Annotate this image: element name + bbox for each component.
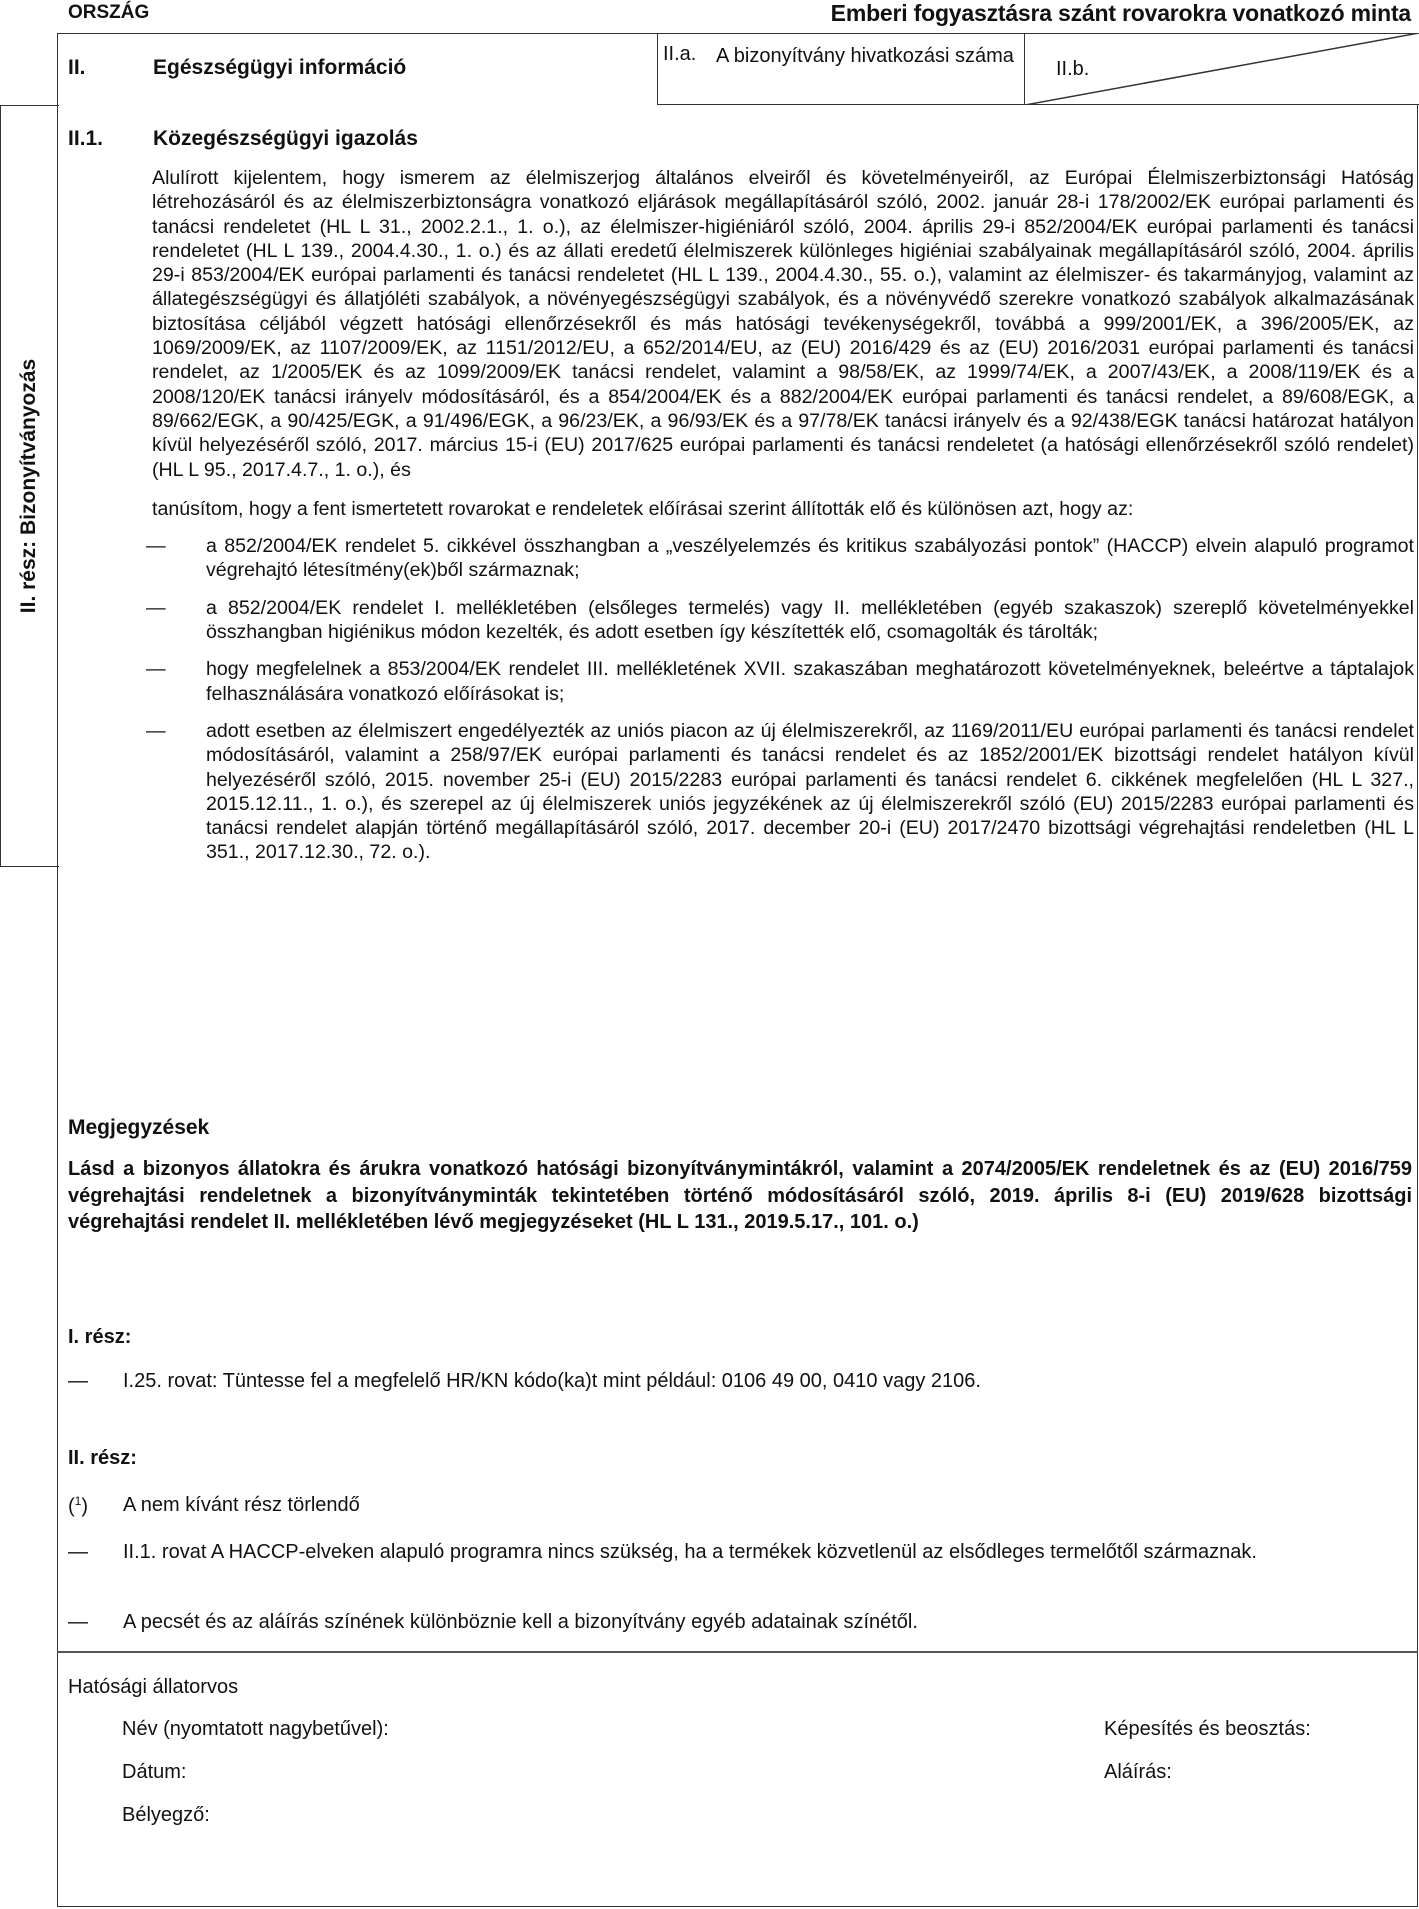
part1-note-text: I.25. rovat: Tüntesse fel a megfelelő HR/KN kódo(ka)t mint például: 0106 49 00, 0410 vagy 2106. [123, 1370, 981, 1392]
date-field-label: Dátum: [122, 1761, 187, 1783]
part1-note [68, 1370, 981, 1393]
name-field-label: Név (nyomtatott nagybetűvel): [122, 1718, 389, 1740]
bullet-dash: — [68, 1370, 88, 1392]
cell-iib-code: II.b. [1056, 58, 1090, 80]
list-item [146, 596, 1414, 645]
reference-number-code: II.a. [663, 43, 697, 65]
part2-note-text: II.1. rovat A HACCP-elveken alapuló programra nincs szükség, ha a termékek közvetlenül az elsődleges termelőtől származnak. [123, 1541, 1257, 1563]
strike-diagonal [1025, 33, 1419, 105]
bullet-dash: — [146, 596, 166, 619]
subsection-title: Közegészségügyi igazolás [153, 127, 418, 150]
part1-heading: I. rész: [68, 1326, 132, 1348]
footnote-number: 1 [74, 1494, 82, 1508]
section-title: Egészségügyi információ [153, 56, 407, 79]
list-item-text: hogy megfelelnek a 853/2004/EK rendelet III. mellékletének XVII. szakaszában meghatározott követelményeknek, beleértve a táptalajok felhasználására vonatkozó előírásokat is; [206, 658, 1414, 705]
qualification-field-label: Képesítés és beosztás: [1104, 1718, 1311, 1740]
part2-heading: II. rész: [68, 1447, 137, 1469]
part2-note-text: A pecsét és az aláírás színének különböznie kell a bizonyítvány egyéb adatainak színétől. [123, 1611, 918, 1633]
sidebar-label: II. rész: Bizonyítványozás [17, 358, 40, 614]
notes-body: Lásd a bizonyos állatokra és árukra vonatkozó hatósági bizonyítványmintákról, valamint a 2074/2005/EK rendeletnek és az (EU) 2016/759 végrehajtási rendeletnek a bizonyítványminták tekintetében történő módosításáról szóló, 2019. április 8-i (EU) 2019/628 bizottsági végrehajtási rendelet II. mellékletében lévő megjegyzéseket (HL L 131., 2019.5.17., 101. o.) [68, 1158, 1412, 1233]
list-item [146, 657, 1414, 706]
bullet-dash: — [146, 535, 166, 558]
list-item-text: adott esetben az élelmiszert engedélyezték az uniós piacon az új élelmiszerekről, az 1169/2011/EU európai parlamenti és tanácsi rendelet módosításáról, valamint a 258/97/EK európai parlamenti és tanácsi rendelet és az 1852/2001/EK bizottsági rendelet hatályon kívül helyezéséről szóló, 2015. november 25-i (EU) 2015/2283 európai parlamenti és tanácsi rendelet 6. cikkének megfelelően (HL L 327., 2015.12.11., 1. o.), és szerepel az új élelmiszerek uniós jegyzékének az új élelmiszerekről szóló (EU) 2015/2283 európai parlamenti és tanácsi rendelet alapján történő megállapításáról szóló, 2017. december 20-i (EU) 2017/2470 bizottsági végrehajtási rendeletben (HL L 351., 2017.12.30., 72. o.). [206, 719, 1414, 864]
part2-note [68, 1611, 918, 1634]
signature-field-label: Aláírás: [1104, 1761, 1172, 1783]
list-item [146, 719, 1414, 865]
stamp-field-label: Bélyegző: [122, 1804, 210, 1826]
footnote-open: ( [68, 1495, 75, 1518]
bullet-dash: — [68, 1611, 88, 1633]
list-item-text: a 852/2004/EK rendelet I. mellékletében (elsőleges termelés) vagy II. mellékletében (egyéb szakaszok) szereplő követelményekkel összhangban higiénikus módon kezelték, és adott esetben így készítették elő, csomagolták és tárolták; [206, 596, 1414, 644]
official-vet-heading: Hatósági állatorvos [68, 1676, 239, 1698]
bullet-dash: — [68, 1541, 88, 1563]
document-title: Emberi fogyasztásra szánt rovarokra vonatkozó minta [830, 0, 1411, 26]
attestation-paragraph: Alulírott kijelentem, hogy ismerem az élelmiszerjog általános elveiről és követelményeiről, az Európai Élelmiszerbiztonsági Hatóság létrehozásáról és az élelmiszerbiztonságra vonatkozó eljárások megállapításáról szóló, 2002. január 28-i 178/2002/EK európai parlamenti és tanácsi rendeletet (HL L 31., 2002.2.1., 1. o.), az élelmiszer-higiéniáról szóló, 2004. április 29-i 852/2004/EK európai parlamenti és tanácsi rendeletet (HL L 139., 2004.4.30., 1. o.) és az állati eredetű élelmiszerek különleges higiéniai szabályainak megállapításáról szóló, 2004. április 29-i 853/2004/EK európai parlamenti és tanácsi rendeletet (HL L 139., 2004.4.30., 55. o.), valamint az élelmiszer- és takarmányjog, valamint az állategészségügyi és állatjóléti szabályok, a növényegészségügyi szabályok, és a növényvédő szerekre vonatkozó szabályok alkalmazásának biztosítása céljából végzett hatósági ellenőrzésekről és más hatósági tevékenységekről, továbbá a 999/2001/EK, a 396/2005/EK, az 1069/2009/EK, az 1107/2009/EK, az 1151/2012/EU, a 652/2014/EU, az (EU) 2016/429 és az (EU) 2016/2031 európai parlamenti és tanácsi rendelet, az 1/2005/EK és az 1099/2009/EK tanácsi rendelet, valamint a 98/58/EK, az 1999/74/EK, a 2007/43/EK, a 2008/119/EK és a 2008/120/EK tanácsi irányelv módosításáról, és a 854/2004/EK és a 882/2004/EK európai parlamenti és tanácsi rendelet, a 89/608/EGK, a 89/662/EGK, a 90/425/EGK, a 91/496/EGK, a 96/23/EK, a 96/93/EK és a 97/78/EK tanácsi irányelv és a 92/438/EGK tanácsi határozat hatályon kívül helyezéséről szóló, 2017. március 15-i (EU) 2017/625 európai parlamenti és tanácsi rendeletet (a hatósági ellenőrzésekről szóló rendelet) (HL L 95., 2017.4.7., 1. o.), és [152, 167, 1414, 481]
attestation-body [146, 166, 1414, 865]
list-item-text: a 852/2004/EK rendelet 5. cikkével összhangban a „veszélyelemzés és kritikus szabályozási pontok” (HACCP) elvein alapuló programot végrehajtó létesítmény(ek)ből származnak; [206, 535, 1414, 582]
footnote-text: A nem kívánt rész törlendő [123, 1494, 360, 1516]
country-label: ORSZÁG [68, 2, 150, 23]
part2-note [68, 1540, 1412, 1564]
notes-heading: Megjegyzések [68, 1116, 210, 1139]
footnote-close: ) [81, 1495, 89, 1518]
list-item [146, 534, 1414, 583]
footnote [68, 1494, 360, 1519]
section-number: II. [68, 56, 86, 79]
bullet-dash: — [146, 719, 166, 742]
signature-divider [57, 1651, 1418, 1653]
footnote-marker [68, 1494, 123, 1519]
bullet-dash: — [146, 658, 166, 681]
attestation-intro: tanúsítom, hogy a fent ismertetett rovarokat e rendeletek előírásai szerint állították elő és különösen azt, hogy az: [152, 497, 1134, 520]
subsection-number: II.1. [68, 127, 104, 150]
reference-number-label: A bizonyítvány hivatkozási száma [716, 45, 1014, 67]
